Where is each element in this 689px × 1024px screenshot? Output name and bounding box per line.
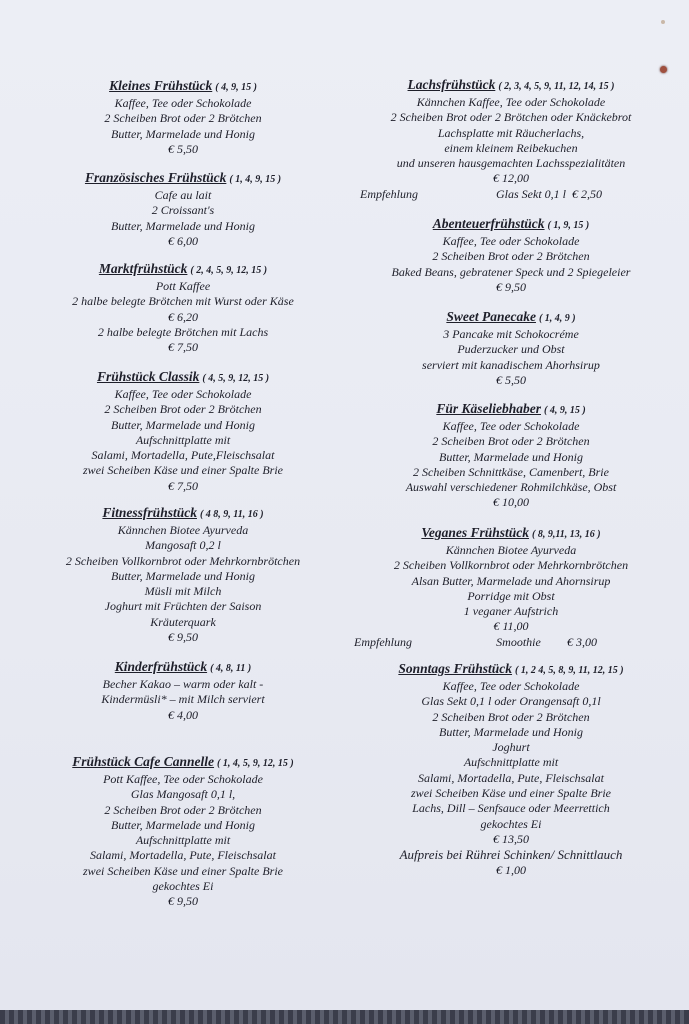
allergen-codes: ( 1, 4, 5, 9, 12, 15 ) [217,758,294,769]
item-price: € 6,20 [168,309,198,324]
item-line: Kännchen Biotee Ayurveda [445,543,577,557]
menu-item-kleines-fruehstueck [28,78,338,157]
item-line: zwei Scheiben Käse und einer Spalte Brie [411,786,611,801]
item-price: € 9,50 [496,279,526,294]
item-line: Aufschnittplatte mit [135,432,231,447]
item-line: Butter, Marmelade und Honig [111,218,255,233]
item-line: Auswahl verschiedener Rohmilchkäse, Obst [405,480,617,495]
menu-item-fitnessfruehstueck [28,505,338,645]
menu-item-sweet-panecake [340,309,682,388]
item-line: 2 halbe belegte Brötchen mit Lachs [97,324,269,339]
item-line: 2 Scheiben Brot oder 2 Brötchen [432,434,590,449]
item-line: Kännchen Biotee Ayurveda [117,523,249,537]
item-price: € 9,50 [168,630,198,645]
item-price: € 7,50 [168,340,198,355]
item-price: € 7,50 [168,478,198,493]
item-line: 2 halbe belegte Brötchen mit Wurst oder Käse [72,294,294,309]
allergen-codes: ( 4, 8, 11 ) [210,663,252,674]
item-price: € 12,00 [493,171,529,186]
item-title: Frühstück Cafe Cannelle [72,754,215,769]
recommendation-row [340,187,682,202]
item-price: € 5,50 [168,141,198,156]
allergen-codes: ( 4 8, 9, 11, 16 ) [199,509,264,520]
item-price: € 9,50 [168,894,198,909]
surcharge-note: Aufpreis bei Rührei Schinken/ Schnittlauch [399,847,623,863]
item-line: Becher Kakao – warm oder kalt - [102,677,264,691]
item-line: 2 Scheiben Brot oder 2 Brötchen [104,802,262,817]
item-line: Alsan Butter, Marmelade und Ahornsirup [411,573,611,588]
item-line: Joghurt [492,740,530,755]
item-line: gekochtes Ei [152,879,214,894]
item-line: Glas Sekt 0,1 l oder Orangensaft 0,1l [421,694,601,709]
item-line: Salami, Mortadella, Pute,Fleischsalat [91,448,275,463]
item-price: € 10,00 [493,495,529,510]
recommendation-label: Empfehlung [360,186,418,201]
item-price: € 6,00 [168,233,198,248]
item-title: Fitnessfrühstück [102,505,197,520]
item-line: Kindermüsli* – mit Milch serviert [101,692,265,707]
item-line: Cafe au lait [154,188,212,202]
item-line: Butter, Marmelade und Honig [111,817,255,832]
allergen-codes: ( 1, 2 4, 5, 8, 9, 11, 12, 15 ) [515,665,624,676]
menu-item-kinderfruehstueck [28,659,338,723]
item-title: Sonntags Frühstück [398,661,513,676]
item-title: Veganes Frühstück [421,525,530,540]
recommendation-label: Empfehlung [354,634,412,649]
allergen-codes: ( 1, 9, 15 ) [547,220,590,231]
item-line: zwei Scheiben Käse und einer Spalte Brie [83,463,283,478]
item-line: gekochtes Ei [480,816,542,831]
menu-item-lachsfruehstueck [340,77,682,202]
item-line: Müsli mit Milch [144,584,222,599]
item-line: Lachs, Dill – Senfsauce oder Meerrettich [412,801,610,816]
menu-item-fruehstueck-classik [28,369,338,494]
menu-item-fruehstueck-cafe-cannelle [28,754,338,910]
item-title: Sweet Panecake [446,309,536,324]
recommendation-item: Glas Sekt 0,1 l € 2,50 [496,186,602,201]
item-line: 2 Scheiben Vollkornbrot oder Mehrkornbrötchen [65,553,301,568]
item-line: Aufschnittplatte mit [463,755,559,770]
menu-item-sonntags-fruehstueck [340,661,682,879]
allergen-codes: ( 1, 4, 9, 15 ) [229,174,282,185]
item-line: 1 veganer Aufstrich [463,604,559,619]
item-line: Kännchen Kaffee, Tee oder Schokolade [416,95,606,109]
item-line: Pott Kaffee [155,279,211,293]
item-line: Kaffee, Tee oder Schokolade [114,387,252,401]
item-line: Butter, Marmelade und Honig [111,568,255,583]
allergen-codes: ( 2, 4, 5, 9, 12, 15 ) [190,265,268,276]
item-line: Kaffee, Tee oder Schokolade [114,96,252,110]
item-line: und unseren hausgemachten Lachsspezialitäten [396,156,626,171]
item-line: serviert mit kanadischem Ahorhsirup [422,357,600,372]
item-line: Salami, Mortadella, Pute, Fleischsalat [90,848,276,863]
item-line: Butter, Marmelade und Honig [111,417,255,432]
item-title: Marktfrühstück [98,261,188,276]
recommendation-item: Smoothie [496,634,541,649]
item-line: 2 Scheiben Schnittkäse, Camenbert, Brie [413,464,609,479]
recommendation-price: € 3,00 [566,634,597,649]
item-title: Kinderfrühstück [114,659,208,674]
item-line: Kaffee, Tee oder Schokolade [442,679,580,693]
item-line: Aufschnittplatte mit [135,833,231,848]
allergen-codes: ( 2, 3, 4, 5, 9, 11, 12, 14, 15 ) [498,81,615,92]
item-title: Lachsfrühstück [407,77,496,92]
menu-item-marktfruehstueck [28,261,338,355]
item-line: Glas Mangosaft 0,1 l, [130,787,236,802]
item-line: Puderzucker und Obst [457,342,565,357]
item-title: Abenteuerfrühstück [432,216,545,231]
item-line: Mangosaft 0,2 l [145,538,221,553]
item-line: Kaffee, Tee oder Schokolade [442,419,580,433]
item-line: Butter, Marmelade und Honig [439,449,583,464]
item-title: Frühstück Classik [96,369,200,384]
allergen-codes: ( 1, 4, 9 ) [538,313,576,324]
item-line: Baked Beans, gebratener Speck und 2 Spiegeleier [391,264,631,279]
surcharge-price: € 1,00 [496,863,526,878]
menu-item-abenteuerfruehstueck [340,216,682,295]
item-line: Kaffee, Tee oder Schokolade [442,234,580,248]
item-price: € 4,00 [168,707,198,722]
item-line: Butter, Marmelade und Honig [111,126,255,141]
item-line: Joghurt mit Früchten der Saison [104,599,262,614]
item-line: 2 Scheiben Brot oder 2 Brötchen [432,249,590,264]
pin-icon [661,20,665,24]
item-line: 2 Scheiben Brot oder 2 Brötchen oder Knäckebrot [390,110,632,125]
item-line: 2 Scheiben Brot oder 2 Brötchen [104,402,262,417]
item-line: 3 Pancake mit Schokocréme [443,327,579,341]
page-bottom-edge [0,1010,689,1024]
allergen-codes: ( 4, 9, 15 ) [215,82,257,93]
item-line: Butter, Marmelade und Honig [439,724,583,739]
recommendation-row [340,635,682,650]
pin-icon [660,66,667,73]
item-line: zwei Scheiben Käse und einer Spalte Brie [83,863,283,878]
allergen-codes: ( 4, 5, 9, 12, 15 ) [202,373,270,384]
item-title: Für Käseliebhaber [436,401,541,416]
item-line: 2 Scheiben Brot oder 2 Brötchen [104,111,262,126]
item-price: € 13,50 [493,831,529,846]
item-line: Salami, Mortadella, Pute, Fleischsalat [418,770,604,785]
menu-item-kaeseliebhaber [340,401,682,511]
item-price: € 5,50 [496,372,526,387]
allergen-codes: ( 4, 9, 15 ) [543,405,586,416]
allergen-codes: ( 8, 9,11, 13, 16 ) [532,529,601,540]
menu-item-franzoesisches-fruehstueck [28,170,338,249]
item-title: Kleines Frühstück [109,78,213,93]
recommendation-price: € 2,50 [572,186,602,201]
menu-item-veganes-fruehstueck [340,525,682,650]
item-line: Pott Kaffee, Tee oder Schokolade [103,772,263,786]
item-line: 2 Scheiben Brot oder 2 Brötchen [432,709,590,724]
item-line: Lachsplatte mit Räucherlachs, [437,125,585,140]
item-line: Kräuterquark [150,614,216,629]
item-line: 2 Croissant's [151,203,215,218]
item-line: einem kleinem Reibekuchen [444,140,578,155]
item-line: Porridge mit Obst [467,588,555,603]
item-price: € 11,00 [493,619,529,634]
item-line: 2 Scheiben Vollkornbrot oder Mehrkornbrötchen [393,558,629,573]
item-title: Französisches Frühstück [84,170,227,185]
